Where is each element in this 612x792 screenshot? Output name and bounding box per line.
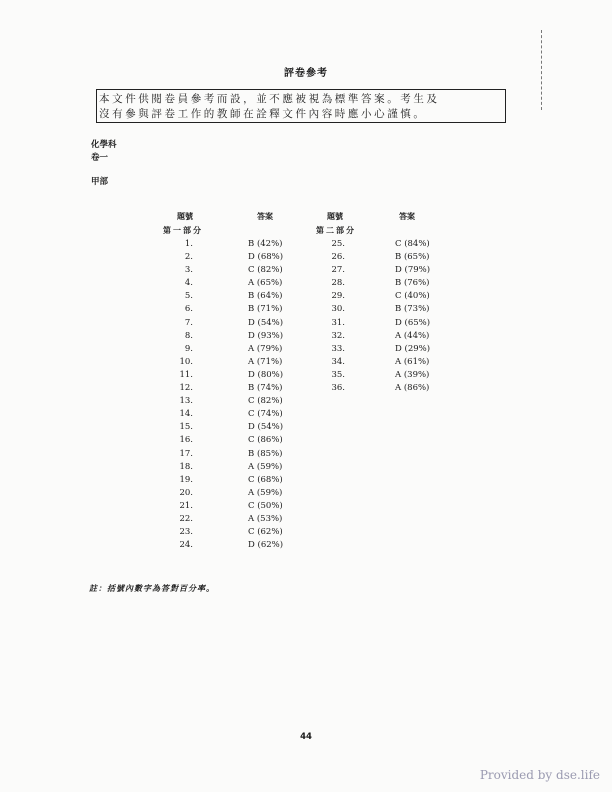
part2-answer-column <box>395 238 430 395</box>
question-number: 20. <box>179 487 193 498</box>
question-number: 33. <box>331 343 345 354</box>
answer-value: A (79%) <box>248 343 283 354</box>
answer-value: B (73%) <box>395 304 430 315</box>
answer-value: B (65%) <box>395 252 430 263</box>
answer-value: D (79%) <box>395 265 431 276</box>
header-question-2: 題號 <box>327 212 343 221</box>
part2-label: 第二部分 <box>316 226 356 235</box>
answer-value: B (42%) <box>248 239 283 249</box>
page-number: 44 <box>300 732 312 742</box>
question-number: 24. <box>179 540 193 551</box>
header-question-1: 題號 <box>177 212 193 221</box>
disclaimer-box <box>96 89 506 123</box>
part1-label: 第一部分 <box>163 226 203 235</box>
question-number: 32. <box>331 330 345 341</box>
header-answer-2: 答案 <box>399 212 415 221</box>
part1-question-column <box>163 238 193 552</box>
answer-value: D (54%) <box>248 317 284 328</box>
answer-value: A (71%) <box>248 356 283 367</box>
question-number: 15. <box>179 422 193 433</box>
question-number: 17. <box>179 448 193 459</box>
question-number: 31. <box>331 317 345 328</box>
answer-value: B (76%) <box>395 278 430 289</box>
answer-value: B (85%) <box>248 448 283 459</box>
disclaimer-line-1: 本文件供閱卷員參考而設，並不應被視為標準答案。考生及 <box>99 93 440 105</box>
answer-value: A (59%) <box>248 487 283 498</box>
question-number: 16. <box>179 435 193 446</box>
answer-value: A (59%) <box>248 461 283 472</box>
question-number: 3. <box>184 265 193 276</box>
subject-block <box>91 139 117 165</box>
question-number: 13. <box>179 396 193 407</box>
answer-value: C (86%) <box>248 435 283 446</box>
question-number: 25. <box>331 239 345 249</box>
question-number: 11. <box>179 369 193 380</box>
answer-value: C (62%) <box>248 527 283 538</box>
section-name: 甲部 <box>91 177 109 187</box>
question-number: 12. <box>179 383 193 394</box>
answer-value: A (39%) <box>395 369 430 380</box>
question-number: 14. <box>179 409 193 420</box>
question-number: 5. <box>184 291 193 302</box>
question-number: 10. <box>179 356 193 367</box>
answer-value: C (50%) <box>248 500 283 511</box>
question-number: 2. <box>184 252 193 263</box>
answer-value: D (29%) <box>395 343 431 354</box>
provided-by-watermark: Provided by dse.life <box>479 768 600 782</box>
question-number: 8. <box>184 330 193 341</box>
answer-value: C (74%) <box>248 409 283 420</box>
subject-name: 化學科 <box>91 140 117 150</box>
answer-value: B (71%) <box>248 304 283 315</box>
question-number: 26. <box>331 252 345 263</box>
answer-value: D (54%) <box>248 422 284 433</box>
question-number: 27. <box>331 265 345 276</box>
answer-value: A (53%) <box>248 513 283 524</box>
answer-value: D (65%) <box>395 317 431 328</box>
question-number: 35. <box>331 369 345 380</box>
paper-name: 卷一 <box>91 153 109 163</box>
answer-value: D (68%) <box>248 252 284 263</box>
page-title: 評卷參考 <box>284 68 328 79</box>
question-number: 1. <box>184 239 193 249</box>
answer-value: B (64%) <box>248 291 283 302</box>
answer-value: A (44%) <box>395 330 430 341</box>
answer-value: B (74%) <box>248 383 283 394</box>
question-number: 29. <box>331 291 345 302</box>
footnote: 註：括號內數字為答對百分率。 <box>89 584 215 593</box>
answer-value: C (82%) <box>248 396 283 407</box>
question-number: 18. <box>179 461 193 472</box>
answer-value: C (84%) <box>395 239 430 249</box>
answer-value: D (93%) <box>248 330 284 341</box>
disclaimer-line-2: 沒有參與評卷工作的教師在詮釋文件內容時應小心謹慎。 <box>99 108 427 120</box>
question-number: 7. <box>184 317 193 328</box>
question-number: 30. <box>331 304 345 315</box>
question-number: 22. <box>179 513 193 524</box>
question-number: 9. <box>184 343 193 354</box>
question-number: 4. <box>184 278 193 289</box>
header-answer-1: 答案 <box>257 212 273 221</box>
question-number: 6. <box>184 304 193 315</box>
answer-value: C (68%) <box>248 474 283 485</box>
answer-value: D (62%) <box>248 540 284 551</box>
part2-question-column <box>315 238 345 395</box>
question-number: 21. <box>179 500 193 511</box>
answer-value: A (65%) <box>248 278 283 289</box>
answer-value: C (40%) <box>395 291 430 302</box>
answer-value: D (80%) <box>248 369 284 380</box>
question-number: 28. <box>331 278 345 289</box>
question-number: 36. <box>331 383 345 394</box>
answer-value: A (86%) <box>395 383 430 394</box>
part1-answer-column <box>248 238 283 552</box>
answer-value: C (82%) <box>248 265 283 276</box>
answer-value: A (61%) <box>395 356 430 367</box>
question-number: 34. <box>331 356 345 367</box>
question-number: 19. <box>179 474 193 485</box>
question-number: 23. <box>179 527 193 538</box>
